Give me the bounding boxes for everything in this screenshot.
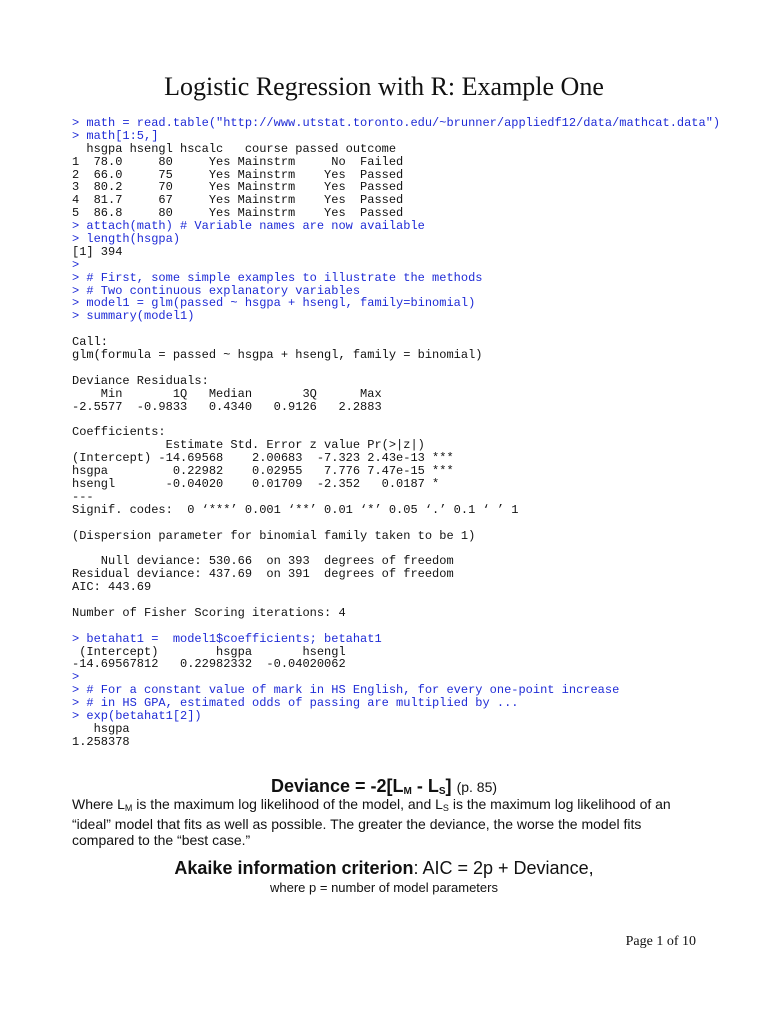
r-output-line: (Intercept) -14.69568 2.00683 -7.323 2.43e-13 *** [72, 451, 454, 466]
r-output-line: glm(formula = passed ~ hsgpa + hsengl, family = binomial) [72, 348, 483, 363]
r-command-line: > exp(betahat1[2]) [72, 708, 202, 723]
r-output-line: Call: [72, 335, 109, 350]
r-command-line: > # in HS GPA, estimated odds of passing are multiplied by ... [72, 696, 519, 711]
r-output-line: Null deviance: 530.66 on 393 degrees of freedom [72, 554, 454, 569]
r-output-line: 4 81.7 67 Yes Mainstrm Yes Passed [72, 193, 404, 208]
deviance-explanation: Where $L_M$ is the maximum log likelihood of the model, and $L_S$ is the maximum log likelihood of an “ideal” model that fits as well as possible. The greater the deviance, the worse the model fits compared to the “best case.” [72, 796, 671, 848]
r-output-line: 1.258378 [72, 734, 130, 749]
r-command-line: > math = read.table("http://www.utstat.toronto.edu/~brunner/appliedf12/data/mathcat.data") [72, 116, 721, 130]
page-reference: (p. 85) [456, 779, 498, 795]
r-output-line: Residual deviance: 437.69 on 391 degrees of freedom [72, 567, 454, 582]
r-command-line: > model1 = glm(passed ~ hsgpa + hsengl, family=binomial) [72, 296, 476, 311]
r-command-line: > [72, 257, 80, 272]
r-output-line: Estimate Std. Error z value Pr(>|z|) [72, 438, 425, 453]
r-output-line: 5 86.8 80 Yes Mainstrm Yes Passed [72, 206, 404, 221]
r-command-line: > # For a constant value of mark in HS English, for every one-point increase [72, 683, 620, 698]
r-command-line: > # Two continuous explanatory variables [72, 283, 361, 298]
r-command-line: > length(hsgpa) [72, 232, 181, 247]
r-output-line: hsgpa hsengl hscalc course passed outcome [72, 141, 397, 156]
r-output-line: 3 80.2 70 Yes Mainstrm Yes Passed [72, 180, 404, 195]
r-output-line: Coefficients: [72, 425, 166, 440]
r-output-line: Signif. codes: 0 ‘***’ 0.001 ‘**’ 0.01 ‘*’ 0.05 ‘.’ 0.1 ‘ ’ 1 [72, 502, 519, 517]
r-output-line: hsgpa 0.22982 0.02955 7.776 7.47e-15 *** [72, 464, 454, 479]
r-output-line: hsengl -0.04020 0.01709 -2.352 0.0187 * [72, 476, 440, 491]
r-command-line: > attach(math) # Variable names are now available [72, 219, 425, 234]
deviance-heading: Deviance = $-2[L_M - L_S]$ (p. 85) [270, 776, 498, 797]
r-output-line: AIC: 443.69 [72, 580, 152, 595]
r-console-output [72, 117, 720, 749]
r-output-line: [1] 394 [72, 244, 123, 259]
r-output-line: -14.69567812 0.22982332 -0.04020062 [72, 657, 346, 672]
r-command-line: > summary(model1) [72, 309, 195, 324]
r-output-line: Min 1Q Median 3Q Max [72, 386, 382, 401]
r-output-line: 1 78.0 80 Yes Mainstrm No Failed [72, 154, 404, 169]
r-output-line [72, 517, 720, 530]
r-output-line: (Dispersion parameter for binomial family taken to be 1) [72, 528, 476, 543]
aic-note: where p = number of model parameters [270, 880, 498, 895]
r-output-line: 2 66.0 75 Yes Mainstrm Yes Passed [72, 167, 404, 182]
r-output-line [72, 413, 720, 426]
r-command-line: > # First, some simple examples to illustrate the methods [72, 270, 483, 285]
r-output-line: -2.5577 -0.9833 0.4340 0.9126 2.2883 [72, 399, 382, 414]
r-output-line [72, 323, 720, 336]
r-output-line: --- [72, 489, 94, 504]
r-output-line [72, 362, 720, 375]
r-output-line: (Intercept) hsgpa hsengl [72, 644, 346, 659]
r-output-line [72, 620, 720, 633]
r-command-line: > betahat1 = model1$coefficients; betahat1 [72, 631, 382, 646]
r-output-line: Deviance Residuals: [72, 373, 209, 388]
aic-heading: Akaike information criterion: AIC = 2p + Deviance, [174, 858, 594, 878]
r-output-line [72, 594, 720, 607]
page-number: Page 1 of 10 [625, 934, 696, 949]
page-title: Logistic Regression with R: Example One [164, 72, 604, 101]
r-command-line: > [72, 670, 80, 685]
r-output-line: Number of Fisher Scoring iterations: 4 [72, 605, 346, 620]
r-output-line: hsgpa [72, 721, 130, 736]
r-command-line: > math[1:5,] [72, 128, 159, 143]
